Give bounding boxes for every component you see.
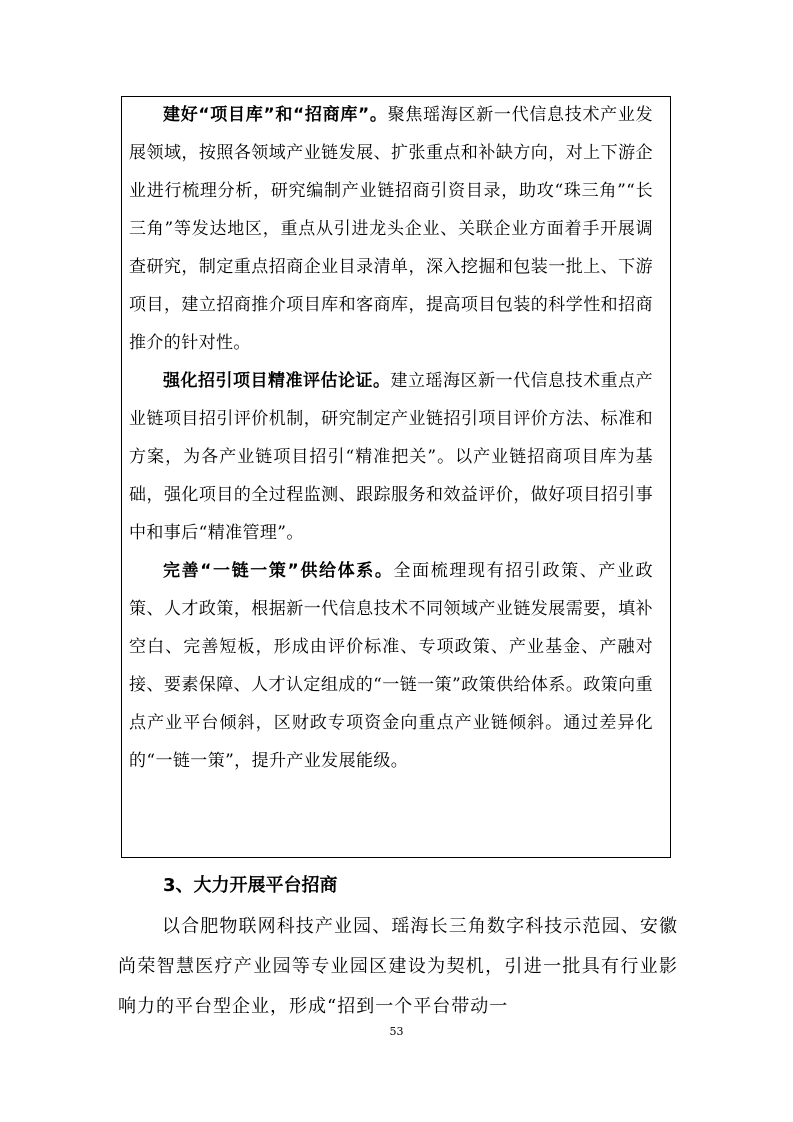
- section-paragraph: 以合肥物联网科技产业园、瑶海长三角数字科技示范园、安徽尚荣智慧医疗产业园等专业园区建设为契机，引进一批具有行业影响力的平台型企业，形成“招到一个平台带动一: [118, 916, 678, 1017]
- box-paragraph-2: [129, 362, 653, 552]
- paragraph-lead: 建好“项目库”和“招商库”。: [163, 105, 388, 125]
- paragraph-text: 建立瑶海区新一代信息技术重点产业链项目招引评价机制，研究制定产业链招引项目评价方法、标准和方案，为各产业链项目招引“精准把关”。以产业链招商项目库为基础，强化项目的全过程监测、跟踪服务和效益评价，做好项目招引事中和事后“精准管理”。: [129, 371, 653, 543]
- paragraph-text: 聚焦瑶海区新一代信息技术产业发展领域，按照各领域产业链发展、扩张重点和补缺方向，对上下游企业进行梳理分析，研究编制产业链招商引资目录，助攻“珠三角”“长三角”等发达地区，重点从引进龙头企业、关联企业方面着手开展调查研究，制定重点招商企业目录清单，深入挖掘和包装一批上、下游项目，建立招商推介项目库和客商库，提高项目包装的科学性和招商推介的针对性。: [129, 105, 654, 353]
- paragraph-lead: 完善“一链一策”供给体系。: [163, 561, 394, 581]
- page-number: 53: [389, 1025, 404, 1038]
- section-heading: 3、大力开展平台招商: [163, 875, 338, 896]
- policy-text-box: [121, 96, 671, 858]
- paragraph-text: 全面梳理现有招引政策、产业政策、人才政策，根据新一代信息技术不同领域产业链发展需要，填补空白、完善短板，形成由评价标准、专项政策、产业基金、产融对接、要素保障、人才认定组成的“一链一策”政策供给体系。政策向重点产业平台倾斜，区财政专项资金向重点产业链倾斜。通过差异化的“一链一策”，提升产业发展能级。: [129, 561, 653, 771]
- paragraph-lead: 强化招引项目精准评估论证。: [163, 371, 391, 391]
- box-paragraph-1: [129, 96, 653, 362]
- box-paragraph-3: [129, 552, 653, 780]
